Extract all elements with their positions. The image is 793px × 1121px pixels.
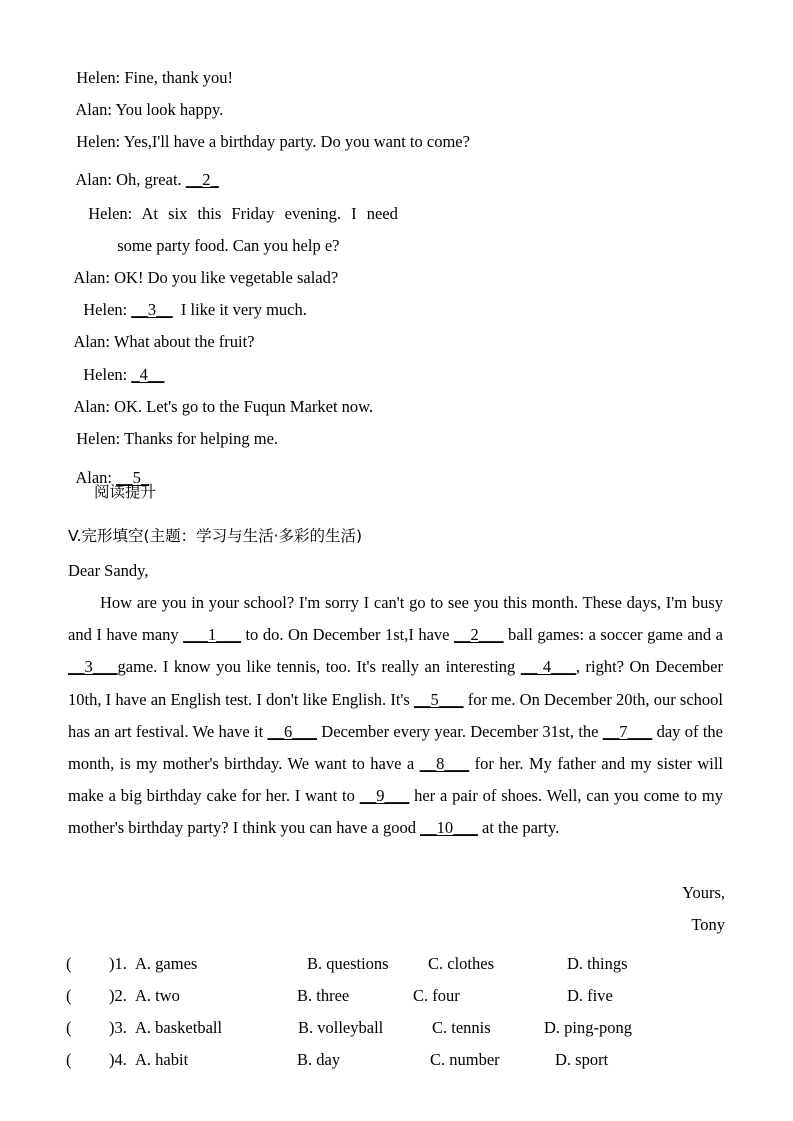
question-number: )3. — [109, 1018, 127, 1037]
speaker: Helen: — [76, 68, 121, 87]
speaker: Helen: — [76, 132, 121, 151]
cloze-blank-9[interactable]: __9___ — [359, 786, 410, 806]
utterance: some party food. Can you help e? — [117, 236, 340, 255]
speaker: Alan: — [73, 332, 111, 351]
option-a[interactable]: A. games — [135, 954, 198, 973]
option-b[interactable]: B. three — [297, 986, 350, 1005]
question-number: )2. — [109, 986, 127, 1005]
utterance: OK! Do you like vegetable salad? — [114, 268, 339, 287]
option-b[interactable]: B. day — [297, 1050, 341, 1069]
cloze-blank-2[interactable]: __2___ — [454, 625, 504, 645]
option-d[interactable]: D. things — [567, 954, 628, 973]
option-c[interactable]: C. tennis — [432, 1018, 491, 1037]
answer-blank-3[interactable]: __3__ — [131, 300, 173, 319]
answer-blank-5[interactable]: __5_ — [116, 468, 150, 487]
option-a[interactable]: A. basketball — [135, 1018, 223, 1037]
cloze-blank-1[interactable]: ___1___ — [183, 625, 241, 645]
answer-blank-2[interactable]: __2_ — [185, 170, 219, 189]
cloze-blank-7[interactable]: __7___ — [602, 721, 653, 741]
utterance: Fine, thank you! — [124, 68, 233, 87]
letter-closing: Yours, — [682, 883, 725, 902]
letter-body: How are you in your school? I'm sorry I can't go to see you this month. These days, I'm busy and I have many ___1___ to do. On December 1st,I have __2___ ball games: a soccer game and a __3___game. I know you like tennis, too. It's really an interesting __ 4___, right? On December 10th, I have an English test. I don't like English. It's __5___ for me. On December 20th, our school has an art festival. We have it __6___ December every year. December 31st, the __7___ day of the month, is my mother's birthday. We want to have a __8___ for her. My father and my sister will make a big birthday cake for her. I want to __9___ her a pair of shoes. Well, can you come to my mother's birthday party? I think you can have a good __10___ at the party. — [68, 593, 723, 838]
utterance: Thanks for helping me. — [124, 429, 279, 448]
cloze-blank-6[interactable]: __6___ — [267, 721, 317, 741]
speaker: Alan: — [75, 468, 113, 487]
option-d[interactable]: D. ping-pong — [544, 1018, 632, 1037]
cloze-title: V.完形填空(主题：学习与生活·多彩的生活) — [68, 527, 363, 545]
utterance: What about the fruit? — [113, 332, 255, 351]
cloze-blank-5[interactable]: __5___ — [414, 689, 464, 709]
speaker: Alan: — [73, 397, 111, 416]
option-d[interactable]: D. five — [567, 986, 613, 1005]
option-b[interactable]: B. questions — [307, 954, 389, 973]
cloze-blank-3[interactable]: __3___ — [68, 657, 118, 677]
cloze-blank-10[interactable]: __10___ — [420, 818, 478, 838]
option-c[interactable]: C. four — [413, 986, 460, 1005]
speaker: Alan: — [75, 170, 113, 189]
answer-paren[interactable]: ( — [66, 1050, 72, 1069]
speaker: Helen: — [76, 429, 121, 448]
utterance: Yes,I'll have a birthday party. Do you want to come? — [123, 132, 470, 151]
section-heading: 阅读提升 — [94, 483, 157, 501]
utterance: Oh, great. — [116, 170, 182, 189]
option-c[interactable]: C. clothes — [428, 954, 494, 973]
option-a[interactable]: A. two — [135, 986, 180, 1005]
question-number: )4. — [109, 1050, 127, 1069]
speaker: Helen: — [83, 365, 128, 384]
answer-paren[interactable]: ( — [66, 986, 72, 1005]
utterance: I like it very much. — [180, 300, 307, 319]
letter-greeting: Dear Sandy, — [68, 561, 149, 580]
speaker: Helen: — [83, 300, 128, 319]
option-b[interactable]: B. volleyball — [298, 1018, 384, 1037]
utterance: At six this Friday evening. I need — [141, 204, 398, 223]
question-number: )1. — [109, 954, 127, 973]
option-a[interactable]: A. habit — [135, 1050, 189, 1069]
cloze-blank-4[interactable]: __ 4___ — [520, 657, 576, 677]
cloze-blank-8[interactable]: __8___ — [419, 754, 470, 774]
speaker: Alan: — [73, 268, 111, 287]
dialogue-line — [68, 112, 470, 152]
utterance: You look happy. — [115, 100, 224, 119]
speaker: Helen: — [88, 204, 133, 223]
option-c[interactable]: C. number — [430, 1050, 500, 1069]
dialogue-line — [68, 409, 278, 449]
utterance: OK. Let's go to the Fuqun Market now. — [114, 397, 374, 416]
answer-paren[interactable]: ( — [66, 954, 72, 973]
answer-paren[interactable]: ( — [66, 1018, 72, 1037]
answer-blank-4[interactable]: _4__ — [131, 365, 165, 384]
speaker: Alan: — [75, 100, 113, 119]
option-d[interactable]: D. sport — [555, 1050, 609, 1069]
letter-signature: Tony — [691, 915, 725, 934]
